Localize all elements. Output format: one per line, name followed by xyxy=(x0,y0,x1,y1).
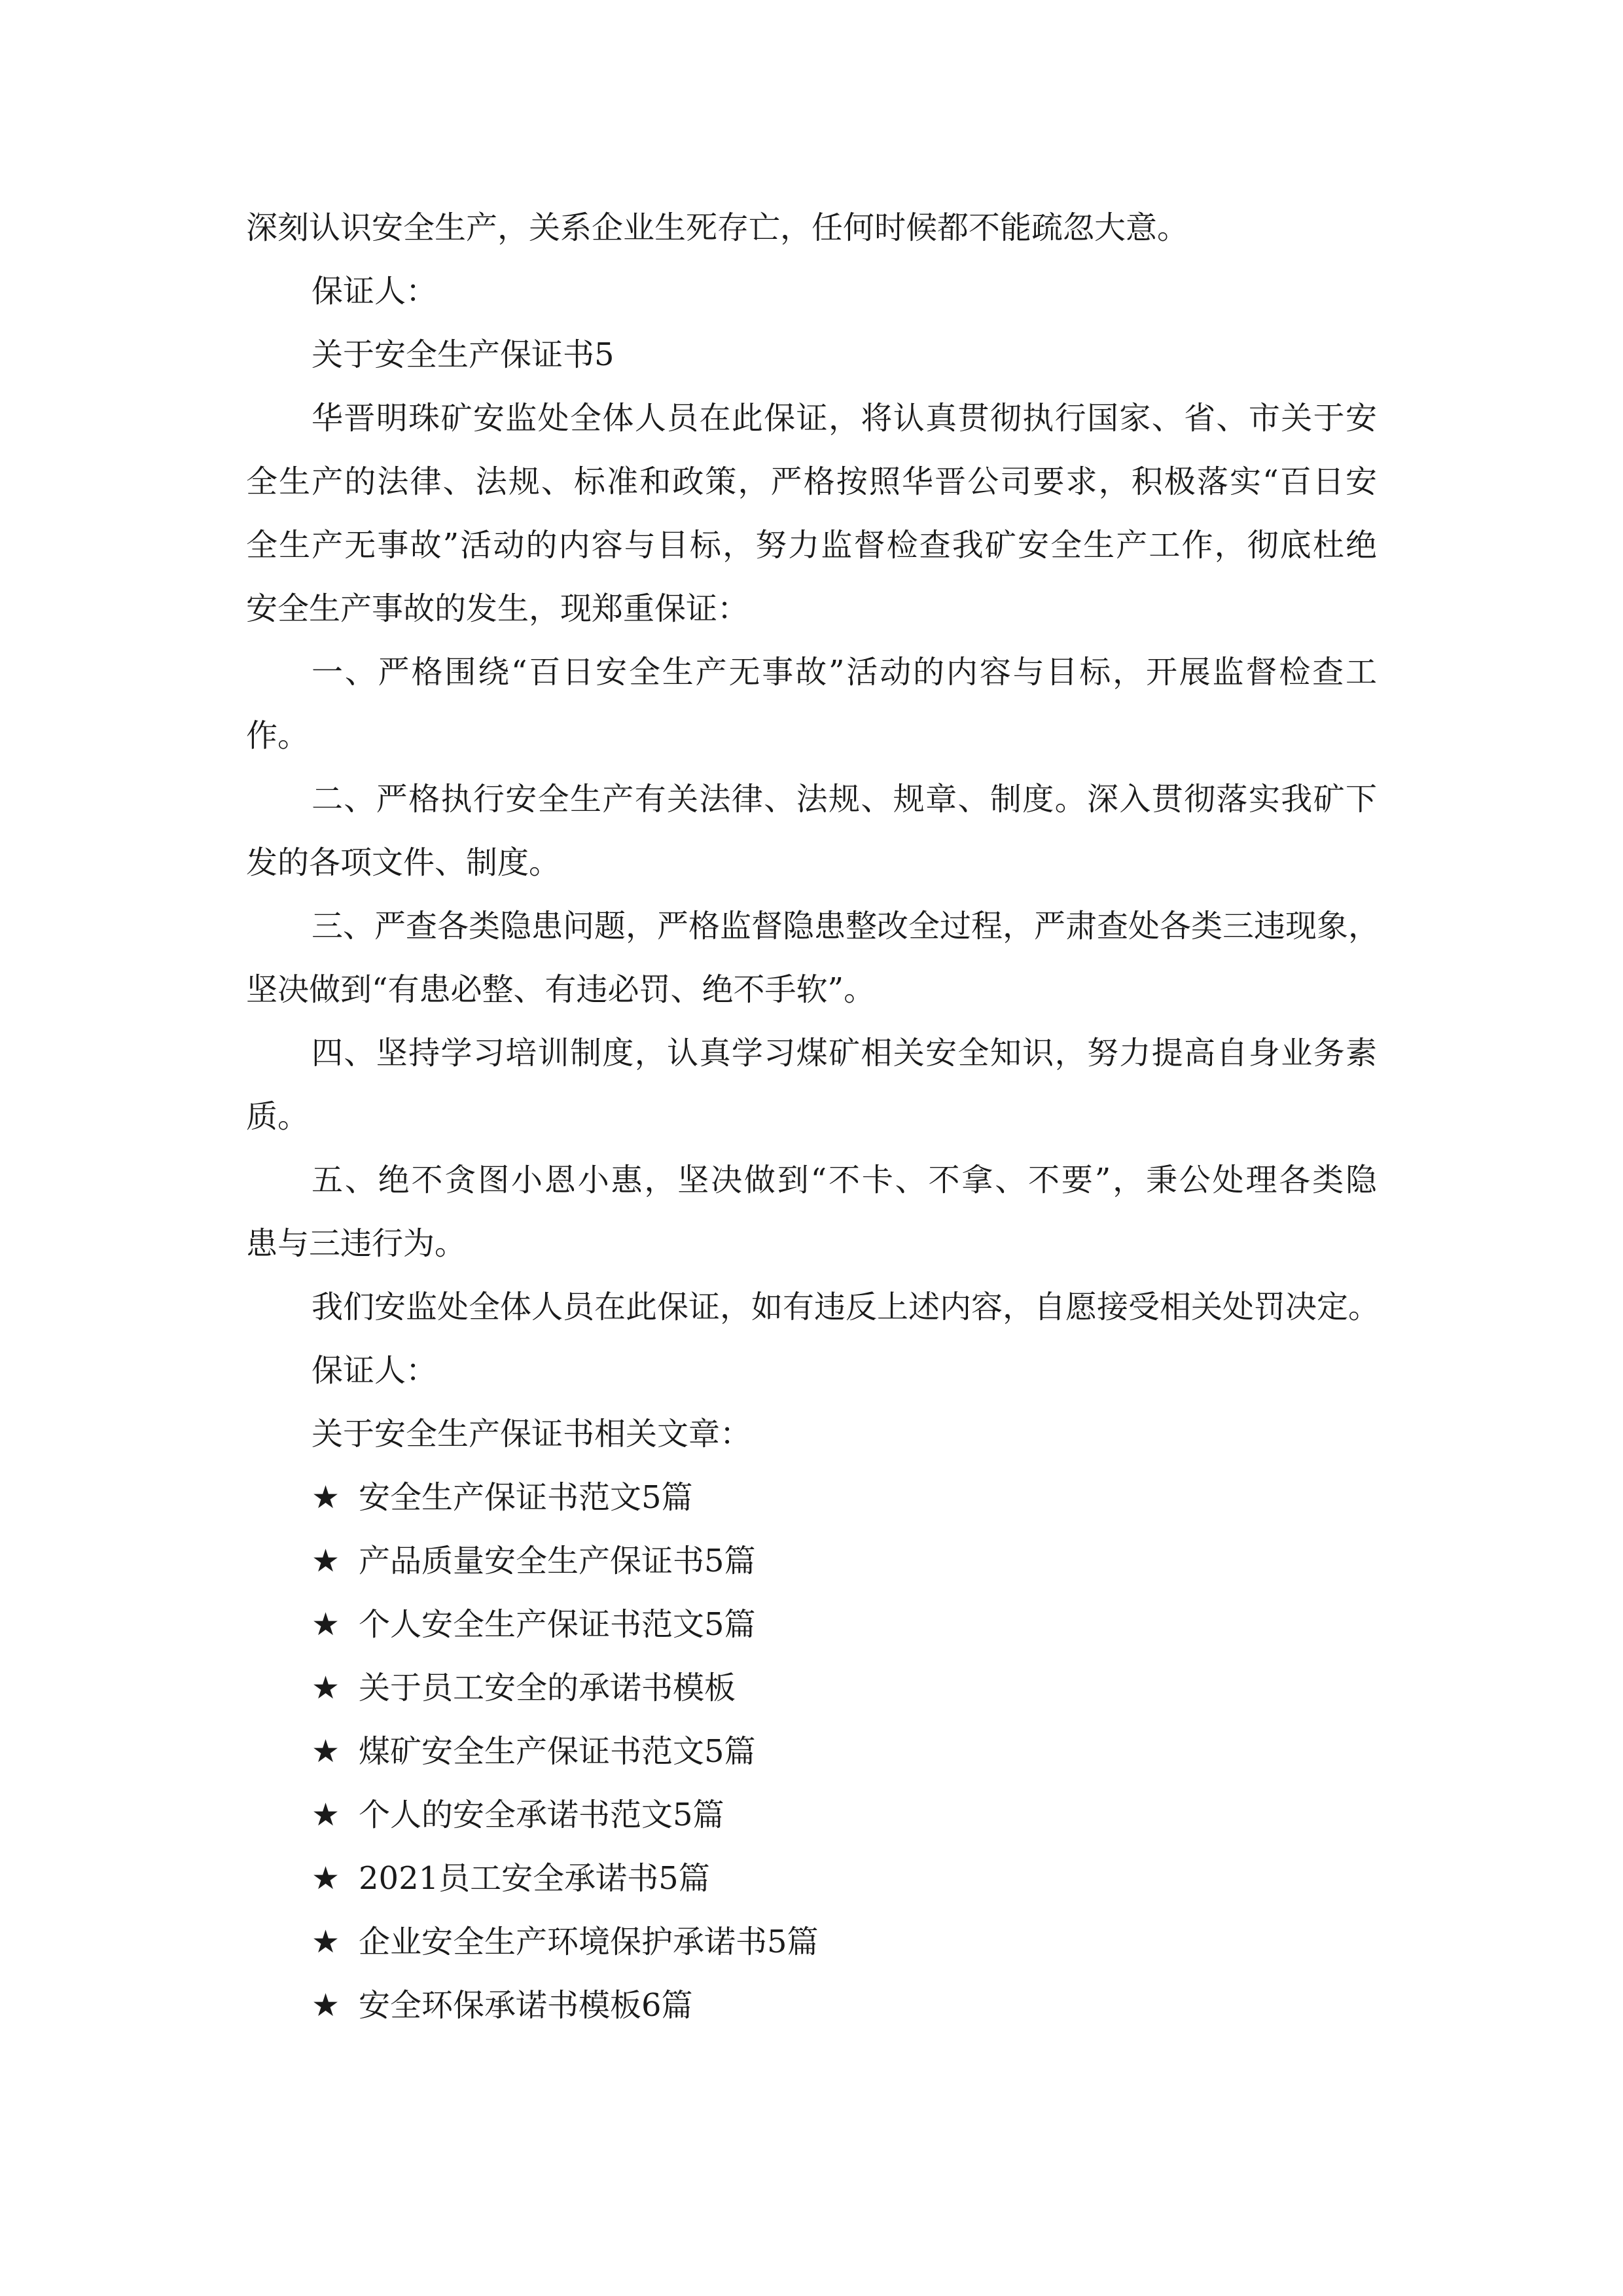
pledge-item-5-cont: 患与三违行为。 xyxy=(246,1225,467,1262)
star-icon: ★ xyxy=(312,1987,340,2024)
star-icon: ★ xyxy=(312,1670,340,1706)
pledge-item-5: 五、绝不贪图小恩小惠，坚决做到“不卡、不拿、不要”，秉公处理各类隐 xyxy=(312,1162,1377,1198)
closing-statement: 我们安监处全体人员在此保证，如有违反上述内容，自愿接受相关处罚决定。 xyxy=(312,1289,1380,1325)
star-icon: ★ xyxy=(312,1606,340,1643)
related-article-link[interactable]: ★ 煤矿安全生产保证书范文5篇 xyxy=(246,1720,1377,1784)
star-icon: ★ xyxy=(312,1860,340,1897)
pledge-item-3-cont: 坚决做到“有患必整、有违必罚、绝不手软”。 xyxy=(246,971,876,1008)
related-article-link[interactable]: ★ 2021员工安全承诺书5篇 xyxy=(246,1847,1377,1910)
document-page xyxy=(246,196,1380,2037)
related-articles-list xyxy=(246,1466,1377,2037)
related-article-link[interactable]: ★ 个人的安全承诺书范文5篇 xyxy=(246,1784,1377,1847)
related-article-link[interactable]: ★ 安全环保承诺书模板6篇 xyxy=(246,1974,1377,2037)
star-icon: ★ xyxy=(312,1733,340,1770)
related-article-link[interactable]: ★ 个人安全生产保证书范文5篇 xyxy=(246,1593,1377,1657)
star-icon: ★ xyxy=(312,1797,340,1833)
star-icon: ★ xyxy=(312,1543,340,1579)
paragraph-line: 华晋明珠矿安监处全体人员在此保证，将认真贯彻执行国家、省、市关于安 xyxy=(312,400,1377,437)
signature-label: 保证人： xyxy=(312,1352,438,1389)
paragraph-line: 安全生产事故的发生，现郑重保证： xyxy=(246,590,749,627)
star-icon: ★ xyxy=(312,1479,340,1516)
section-title: 关于安全生产保证书5 xyxy=(312,336,615,373)
signature-label: 保证人： xyxy=(312,273,438,310)
pledge-item-2-cont: 发的各项文件、制度。 xyxy=(246,844,561,881)
related-article-link[interactable]: ★ 产品质量安全生产保证书5篇 xyxy=(246,1530,1377,1593)
related-article-link[interactable]: ★ 企业安全生产环境保护承诺书5篇 xyxy=(246,1910,1377,1974)
intro-line: 深刻认识安全生产，关系企业生死存亡，任何时候都不能疏忽大意。 xyxy=(246,209,1189,246)
related-article-link[interactable]: ★ 关于员工安全的承诺书模板 xyxy=(246,1657,1377,1720)
pledge-item-3: 三、严查各类隐患问题，严格监督隐患整改全过程，严肃查处各类三违现象， xyxy=(312,908,1380,944)
related-article-link[interactable]: ★ 安全生产保证书范文5篇 xyxy=(246,1466,1377,1530)
pledge-item-1-cont: 作。 xyxy=(246,717,310,754)
paragraph-line: 全生产的法律、法规、标准和政策，严格按照华晋公司要求，积极落实“百日安 xyxy=(246,463,1377,500)
pledge-item-4-cont: 质。 xyxy=(246,1098,310,1135)
pledge-item-2: 二、严格执行安全生产有关法律、法规、规章、制度。深入贯彻落实我矿下 xyxy=(312,781,1377,817)
paragraph-line: 全生产无事故”活动的内容与目标，努力监督检查我矿安全生产工作，彻底杜绝 xyxy=(246,527,1377,564)
star-icon: ★ xyxy=(312,1924,340,1960)
related-title: 关于安全生产保证书相关文章： xyxy=(312,1416,752,1452)
pledge-item-1: 一、严格围绕“百日安全生产无事故”活动的内容与目标，开展监督检查工 xyxy=(312,654,1377,691)
pledge-item-4: 四、坚持学习培训制度，认真学习煤矿相关安全知识，努力提高自身业务素 xyxy=(312,1035,1377,1071)
